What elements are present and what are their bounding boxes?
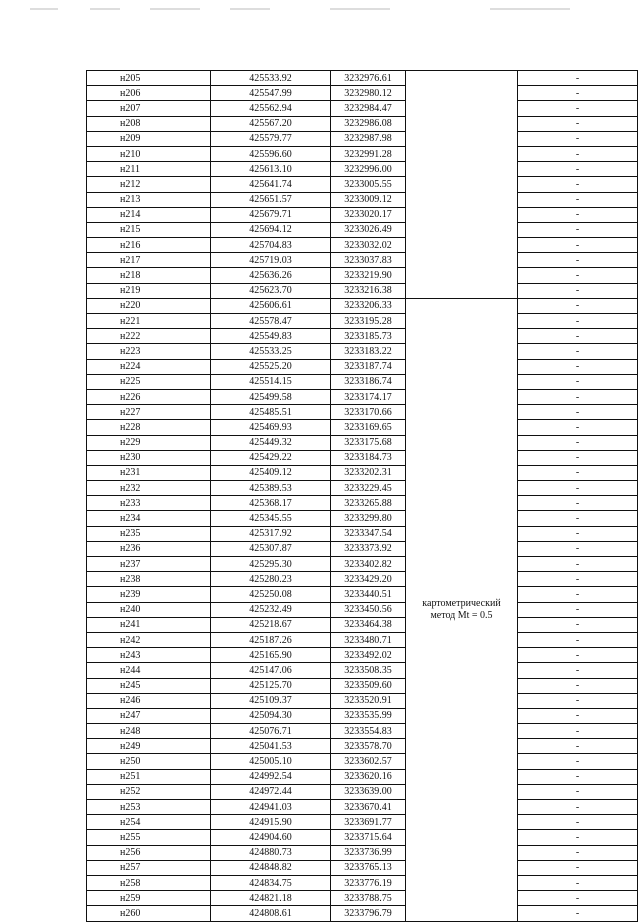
y-coordinate-cell: 3233554.83 xyxy=(331,724,406,739)
table-row xyxy=(87,769,638,784)
table-row xyxy=(87,845,638,860)
note-cell: - xyxy=(518,435,638,450)
note-cell: - xyxy=(518,602,638,617)
x-coordinate-cell: 425317.92 xyxy=(211,526,331,541)
point-id-cell: н248 xyxy=(87,724,211,739)
y-coordinate-cell: 3233429.20 xyxy=(331,572,406,587)
note-cell: - xyxy=(518,253,638,268)
point-id-cell: н240 xyxy=(87,602,211,617)
point-id-cell: н237 xyxy=(87,557,211,572)
note-cell: - xyxy=(518,177,638,192)
y-coordinate-cell: 3233620.16 xyxy=(331,769,406,784)
table-row xyxy=(87,632,638,647)
x-coordinate-cell: 425579.77 xyxy=(211,131,331,146)
note-cell: - xyxy=(518,450,638,465)
point-id-cell: н238 xyxy=(87,572,211,587)
point-id-cell: н216 xyxy=(87,238,211,253)
x-coordinate-cell: 425389.53 xyxy=(211,481,331,496)
note-cell: - xyxy=(518,329,638,344)
point-id-cell: н256 xyxy=(87,845,211,860)
y-coordinate-cell: 3233480.71 xyxy=(331,632,406,647)
y-coordinate-cell: 3233602.57 xyxy=(331,754,406,769)
table-row xyxy=(87,101,638,116)
x-coordinate-cell: 425641.74 xyxy=(211,177,331,192)
note-cell: - xyxy=(518,526,638,541)
note-cell: - xyxy=(518,481,638,496)
table-row xyxy=(87,238,638,253)
y-coordinate-cell: 3233639.00 xyxy=(331,784,406,799)
note-cell: - xyxy=(518,830,638,845)
x-coordinate-cell: 425232.49 xyxy=(211,602,331,617)
table-row xyxy=(87,116,638,131)
x-coordinate-cell: 425596.60 xyxy=(211,146,331,161)
note-cell: - xyxy=(518,617,638,632)
table-row xyxy=(87,526,638,541)
x-coordinate-cell: 425623.70 xyxy=(211,283,331,298)
x-coordinate-cell: 424992.54 xyxy=(211,769,331,784)
note-cell: - xyxy=(518,71,638,86)
note-cell: - xyxy=(518,678,638,693)
y-coordinate-cell: 3233440.51 xyxy=(331,587,406,602)
table-row xyxy=(87,648,638,663)
x-coordinate-cell: 425547.99 xyxy=(211,86,331,101)
coordinates-table xyxy=(86,70,638,922)
y-coordinate-cell: 3233175.68 xyxy=(331,435,406,450)
y-coordinate-cell: 3233202.31 xyxy=(331,465,406,480)
point-id-cell: н247 xyxy=(87,708,211,723)
point-id-cell: н255 xyxy=(87,830,211,845)
note-cell: - xyxy=(518,389,638,404)
point-id-cell: н242 xyxy=(87,632,211,647)
table-row xyxy=(87,860,638,875)
y-coordinate-cell: 3233169.65 xyxy=(331,420,406,435)
scan-artifact-header xyxy=(30,6,610,12)
x-coordinate-cell: 425469.93 xyxy=(211,420,331,435)
x-coordinate-cell: 425533.92 xyxy=(211,71,331,86)
y-coordinate-cell: 3233187.74 xyxy=(331,359,406,374)
point-id-cell: н224 xyxy=(87,359,211,374)
table-row xyxy=(87,815,638,830)
point-id-cell: н227 xyxy=(87,405,211,420)
note-cell: - xyxy=(518,496,638,511)
y-coordinate-cell: 3233796.79 xyxy=(331,906,406,921)
note-cell: - xyxy=(518,268,638,283)
x-coordinate-cell: 425125.70 xyxy=(211,678,331,693)
x-coordinate-cell: 424941.03 xyxy=(211,800,331,815)
x-coordinate-cell: 425651.57 xyxy=(211,192,331,207)
note-cell: - xyxy=(518,557,638,572)
x-coordinate-cell: 425187.26 xyxy=(211,632,331,647)
x-coordinate-cell: 425280.23 xyxy=(211,572,331,587)
table-row xyxy=(87,800,638,815)
point-id-cell: н207 xyxy=(87,101,211,116)
y-coordinate-cell: 3233535.99 xyxy=(331,708,406,723)
x-coordinate-cell: 425485.51 xyxy=(211,405,331,420)
table-row xyxy=(87,268,638,283)
table-row xyxy=(87,602,638,617)
point-id-cell: н260 xyxy=(87,906,211,921)
note-cell: - xyxy=(518,146,638,161)
note-cell: - xyxy=(518,405,638,420)
y-coordinate-cell: 3233009.12 xyxy=(331,192,406,207)
x-coordinate-cell: 425613.10 xyxy=(211,162,331,177)
x-coordinate-cell: 425499.58 xyxy=(211,389,331,404)
y-coordinate-cell: 3233032.02 xyxy=(331,238,406,253)
table-row xyxy=(87,693,638,708)
table-row xyxy=(87,450,638,465)
note-cell: - xyxy=(518,693,638,708)
y-coordinate-cell: 3233776.19 xyxy=(331,875,406,890)
note-cell: - xyxy=(518,207,638,222)
point-id-cell: н213 xyxy=(87,192,211,207)
x-coordinate-cell: 425165.90 xyxy=(211,648,331,663)
x-coordinate-cell: 425295.30 xyxy=(211,557,331,572)
point-id-cell: н221 xyxy=(87,314,211,329)
point-id-cell: н226 xyxy=(87,389,211,404)
table-row xyxy=(87,557,638,572)
y-coordinate-cell: 3232976.61 xyxy=(331,71,406,86)
y-coordinate-cell: 3233174.17 xyxy=(331,389,406,404)
point-id-cell: н230 xyxy=(87,450,211,465)
note-cell: - xyxy=(518,511,638,526)
table-row xyxy=(87,131,638,146)
table-row xyxy=(87,146,638,161)
point-id-cell: н235 xyxy=(87,526,211,541)
note-cell: - xyxy=(518,283,638,298)
table-row xyxy=(87,678,638,693)
table-row xyxy=(87,511,638,526)
x-coordinate-cell: 424904.60 xyxy=(211,830,331,845)
y-coordinate-cell: 3233183.22 xyxy=(331,344,406,359)
point-id-cell: н258 xyxy=(87,875,211,890)
note-cell: - xyxy=(518,101,638,116)
x-coordinate-cell: 425719.03 xyxy=(211,253,331,268)
point-id-cell: н254 xyxy=(87,815,211,830)
table-row xyxy=(87,875,638,890)
y-coordinate-cell: 3233186.74 xyxy=(331,374,406,389)
y-coordinate-cell: 3233170.66 xyxy=(331,405,406,420)
point-id-cell: н215 xyxy=(87,222,211,237)
y-coordinate-cell: 3232996.00 xyxy=(331,162,406,177)
point-id-cell: н245 xyxy=(87,678,211,693)
table-row xyxy=(87,891,638,906)
point-id-cell: н214 xyxy=(87,207,211,222)
note-cell: - xyxy=(518,192,638,207)
note-cell: - xyxy=(518,465,638,480)
table-row xyxy=(87,541,638,556)
table-row xyxy=(87,906,638,921)
x-coordinate-cell: 425562.94 xyxy=(211,101,331,116)
note-cell: - xyxy=(518,845,638,860)
note-cell: - xyxy=(518,739,638,754)
y-coordinate-cell: 3233509.60 xyxy=(331,678,406,693)
table-row xyxy=(87,617,638,632)
x-coordinate-cell: 425041.53 xyxy=(211,739,331,754)
point-id-cell: н229 xyxy=(87,435,211,450)
note-cell: - xyxy=(518,906,638,921)
note-cell: - xyxy=(518,314,638,329)
note-cell: - xyxy=(518,572,638,587)
point-id-cell: н233 xyxy=(87,496,211,511)
x-coordinate-cell: 425307.87 xyxy=(211,541,331,556)
x-coordinate-cell: 425005.10 xyxy=(211,754,331,769)
point-id-cell: н243 xyxy=(87,648,211,663)
y-coordinate-cell: 3233788.75 xyxy=(331,891,406,906)
x-coordinate-cell: 425679.71 xyxy=(211,207,331,222)
x-coordinate-cell: 425345.55 xyxy=(211,511,331,526)
table-row xyxy=(87,572,638,587)
x-coordinate-cell: 425525.20 xyxy=(211,359,331,374)
table-row xyxy=(87,435,638,450)
x-coordinate-cell: 425429.22 xyxy=(211,450,331,465)
y-coordinate-cell: 3233464.38 xyxy=(331,617,406,632)
x-coordinate-cell: 425218.67 xyxy=(211,617,331,632)
y-coordinate-cell: 3233265.88 xyxy=(331,496,406,511)
point-id-cell: н208 xyxy=(87,116,211,131)
table-row xyxy=(87,754,638,769)
table-row xyxy=(87,663,638,678)
point-id-cell: н211 xyxy=(87,162,211,177)
note-cell: - xyxy=(518,86,638,101)
note-cell: - xyxy=(518,800,638,815)
point-id-cell: н259 xyxy=(87,891,211,906)
table-row xyxy=(87,222,638,237)
y-coordinate-cell: 3233373.92 xyxy=(331,541,406,556)
note-cell: - xyxy=(518,116,638,131)
point-id-cell: н253 xyxy=(87,800,211,815)
point-id-cell: н236 xyxy=(87,541,211,556)
table-row xyxy=(87,830,638,845)
y-coordinate-cell: 3233715.64 xyxy=(331,830,406,845)
table-row xyxy=(87,496,638,511)
table-row xyxy=(87,481,638,496)
y-coordinate-cell: 3233299.80 xyxy=(331,511,406,526)
table-row xyxy=(87,162,638,177)
y-coordinate-cell: 3233026.49 xyxy=(331,222,406,237)
y-coordinate-cell: 3233347.54 xyxy=(331,526,406,541)
x-coordinate-cell: 424972.44 xyxy=(211,784,331,799)
table-row xyxy=(87,207,638,222)
point-id-cell: н231 xyxy=(87,465,211,480)
y-coordinate-cell: 3232987.98 xyxy=(331,131,406,146)
table-row xyxy=(87,359,638,374)
y-coordinate-cell: 3233736.99 xyxy=(331,845,406,860)
note-cell: - xyxy=(518,298,638,313)
table-row xyxy=(87,389,638,404)
note-cell: - xyxy=(518,632,638,647)
y-coordinate-cell: 3233691.77 xyxy=(331,815,406,830)
x-coordinate-cell: 425076.71 xyxy=(211,724,331,739)
x-coordinate-cell: 425567.20 xyxy=(211,116,331,131)
method-cell-top xyxy=(406,71,518,299)
point-id-cell: н206 xyxy=(87,86,211,101)
x-coordinate-cell: 425704.83 xyxy=(211,238,331,253)
note-cell: - xyxy=(518,891,638,906)
note-cell: - xyxy=(518,769,638,784)
x-coordinate-cell: 424821.18 xyxy=(211,891,331,906)
point-id-cell: н257 xyxy=(87,860,211,875)
y-coordinate-cell: 3233402.82 xyxy=(331,557,406,572)
method-text: картометрический метод Mt = 0.5 xyxy=(422,597,501,621)
y-coordinate-cell: 3233578.70 xyxy=(331,739,406,754)
point-id-cell: н239 xyxy=(87,587,211,602)
note-cell: - xyxy=(518,815,638,830)
x-coordinate-cell: 425514.15 xyxy=(211,374,331,389)
y-coordinate-cell: 3233219.90 xyxy=(331,268,406,283)
table-row xyxy=(87,587,638,602)
y-coordinate-cell: 3233005.55 xyxy=(331,177,406,192)
note-cell: - xyxy=(518,724,638,739)
y-coordinate-cell: 3233037.83 xyxy=(331,253,406,268)
table-row xyxy=(87,192,638,207)
x-coordinate-cell: 424834.75 xyxy=(211,875,331,890)
point-id-cell: н252 xyxy=(87,784,211,799)
point-id-cell: н234 xyxy=(87,511,211,526)
note-cell: - xyxy=(518,344,638,359)
point-id-cell: н251 xyxy=(87,769,211,784)
point-id-cell: н246 xyxy=(87,693,211,708)
point-id-cell: н241 xyxy=(87,617,211,632)
note-cell: - xyxy=(518,875,638,890)
point-id-cell: н249 xyxy=(87,739,211,754)
note-cell: - xyxy=(518,222,638,237)
table-row xyxy=(87,374,638,389)
x-coordinate-cell: 424915.90 xyxy=(211,815,331,830)
x-coordinate-cell: 425147.06 xyxy=(211,663,331,678)
y-coordinate-cell: 3233020.17 xyxy=(331,207,406,222)
x-coordinate-cell: 424880.73 xyxy=(211,845,331,860)
y-coordinate-cell: 3233185.73 xyxy=(331,329,406,344)
y-coordinate-cell: 3233520.91 xyxy=(331,693,406,708)
point-id-cell: н205 xyxy=(87,71,211,86)
table-row xyxy=(87,253,638,268)
x-coordinate-cell: 425606.61 xyxy=(211,298,331,313)
note-cell: - xyxy=(518,162,638,177)
note-cell: - xyxy=(518,238,638,253)
table-row xyxy=(87,784,638,799)
x-coordinate-cell: 425549.83 xyxy=(211,329,331,344)
table-row xyxy=(87,86,638,101)
note-cell: - xyxy=(518,587,638,602)
y-coordinate-cell: 3233195.28 xyxy=(331,314,406,329)
y-coordinate-cell: 3233670.41 xyxy=(331,800,406,815)
x-coordinate-cell: 425094.30 xyxy=(211,708,331,723)
point-id-cell: н250 xyxy=(87,754,211,769)
table-row xyxy=(87,405,638,420)
table-row xyxy=(87,314,638,329)
point-id-cell: н222 xyxy=(87,329,211,344)
note-cell: - xyxy=(518,860,638,875)
y-coordinate-cell: 3232980.12 xyxy=(331,86,406,101)
y-coordinate-cell: 3232984.47 xyxy=(331,101,406,116)
point-id-cell: н209 xyxy=(87,131,211,146)
x-coordinate-cell: 425409.12 xyxy=(211,465,331,480)
x-coordinate-cell: 425368.17 xyxy=(211,496,331,511)
y-coordinate-cell: 3232991.28 xyxy=(331,146,406,161)
x-coordinate-cell: 425694.12 xyxy=(211,222,331,237)
note-cell: - xyxy=(518,708,638,723)
note-cell: - xyxy=(518,420,638,435)
table-row xyxy=(87,71,638,86)
note-cell: - xyxy=(518,374,638,389)
table-row xyxy=(87,465,638,480)
note-cell: - xyxy=(518,663,638,678)
y-coordinate-cell: 3233229.45 xyxy=(331,481,406,496)
y-coordinate-cell: 3232986.08 xyxy=(331,116,406,131)
y-coordinate-cell: 3233492.02 xyxy=(331,648,406,663)
x-coordinate-cell: 425578.47 xyxy=(211,314,331,329)
table-row xyxy=(87,739,638,754)
y-coordinate-cell: 3233216.38 xyxy=(331,283,406,298)
note-cell: - xyxy=(518,541,638,556)
y-coordinate-cell: 3233206.33 xyxy=(331,298,406,313)
x-coordinate-cell: 425636.26 xyxy=(211,268,331,283)
table-row xyxy=(87,283,638,298)
table-row xyxy=(87,724,638,739)
x-coordinate-cell: 424808.61 xyxy=(211,906,331,921)
x-coordinate-cell: 425250.08 xyxy=(211,587,331,602)
y-coordinate-cell: 3233450.56 xyxy=(331,602,406,617)
table-row xyxy=(87,177,638,192)
y-coordinate-cell: 3233508.35 xyxy=(331,663,406,678)
point-id-cell: н244 xyxy=(87,663,211,678)
point-id-cell: н218 xyxy=(87,268,211,283)
point-id-cell: н212 xyxy=(87,177,211,192)
x-coordinate-cell: 425449.32 xyxy=(211,435,331,450)
point-id-cell: н219 xyxy=(87,283,211,298)
x-coordinate-cell: 425533.25 xyxy=(211,344,331,359)
point-id-cell: н210 xyxy=(87,146,211,161)
table-row xyxy=(87,329,638,344)
note-cell: - xyxy=(518,359,638,374)
method-cell xyxy=(406,298,518,921)
point-id-cell: н217 xyxy=(87,253,211,268)
x-coordinate-cell: 425109.37 xyxy=(211,693,331,708)
point-id-cell: н232 xyxy=(87,481,211,496)
point-id-cell: н225 xyxy=(87,374,211,389)
table-row xyxy=(87,344,638,359)
point-id-cell: н228 xyxy=(87,420,211,435)
note-cell: - xyxy=(518,784,638,799)
note-cell: - xyxy=(518,648,638,663)
x-coordinate-cell: 424848.82 xyxy=(211,860,331,875)
note-cell: - xyxy=(518,131,638,146)
table-row xyxy=(87,298,638,313)
table-row xyxy=(87,708,638,723)
point-id-cell: н220 xyxy=(87,298,211,313)
y-coordinate-cell: 3233184.73 xyxy=(331,450,406,465)
y-coordinate-cell: 3233765.13 xyxy=(331,860,406,875)
table-row xyxy=(87,420,638,435)
point-id-cell: н223 xyxy=(87,344,211,359)
note-cell: - xyxy=(518,754,638,769)
